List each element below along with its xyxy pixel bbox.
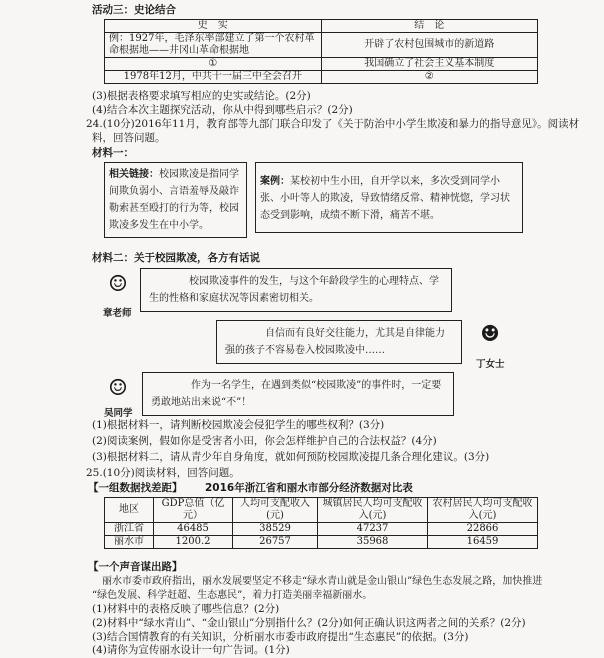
speech-bubble: 自信而有良好交往能力，尤其是自律能力强的孩子不容易卷入校园欺凌中…… (216, 320, 462, 364)
question: (3)根据表格要求填写相应的史实或结论。(2分) (92, 90, 311, 102)
td: 35968 (318, 536, 428, 549)
td: 浙江省 (105, 523, 154, 536)
question: (1)根据材料一，请判断校园欺凌会侵犯学生的哪些权利？(3分) (92, 419, 385, 431)
speech-bubble: 作为一名学生，在遇到类似“校园欺凌”的事件时，一定要勇敢地站出来说“不”！ (142, 372, 454, 416)
question-intro: 料，回答问题。 (92, 132, 166, 144)
economy-table (104, 497, 538, 549)
td: 16459 (428, 536, 538, 549)
td: 1978年12月，中共十一届三中全会召开 (105, 71, 322, 84)
text: 校园欺凌是指同学间欺负弱小、言语羞辱及敲诈勒索甚至殴打的行为等，校园欺凌多发生在中小学。 (109, 169, 239, 231)
activity3-title: 活动三：史论结合 (92, 4, 176, 16)
speech-bubble: 校园欺凌事件的发生，与这个年龄段学生的心理特点、学生的性格和家庭状况等因素密切相关。 (140, 268, 452, 312)
td: 例：1927年，毛泽东率部建立了第一个农村革命根据地——井冈山革命根据地 (105, 33, 322, 58)
question: (4)结合本次主题探究活动，你从中得到哪些启示？(2分) (92, 104, 353, 116)
speaker-name: 章老师 (103, 308, 132, 319)
question-intro: 24.(10分)2016年11月，教育部等九部门联合印发了《关于防治中小学生欺凌和暴力的指导意见》。阅读材 (86, 118, 580, 130)
question: (2)材料中“绿水青山”、“金山银山”分别指什么？(2分)如何正确认识这两者之间的关系？(2分) (92, 617, 526, 629)
td: 丽水市 (105, 536, 154, 549)
td: 47237 (318, 523, 428, 536)
td: 22866 (428, 523, 538, 536)
case-box (255, 162, 523, 233)
question: (3)结合国情教育的有关知识，分析丽水市委市政府提出“生态惠民”的依据。(3分) (92, 631, 469, 643)
question: (4)请你为宣传丽水设计一句广告词。(1分) (92, 644, 290, 656)
material1-title: 材料一： (92, 147, 134, 159)
th: 农村居民人均可支配收入(元) (428, 498, 538, 523)
speaker-name: 丁女士 (476, 359, 505, 370)
student-illustration: ☺ (108, 376, 128, 401)
th: 结 论 (321, 20, 538, 33)
label: 案例： (260, 176, 290, 187)
td: 开辟了农村包围城市的新道路 (321, 33, 538, 58)
td: 38529 (233, 523, 318, 536)
paragraph: “绿色发展、科学赶超、生态惠民”，着力打造美丽幸福新丽水。 (92, 590, 373, 601)
material2-title: 材料二：关于校园欺凌，各方有话说 (92, 252, 260, 264)
teacher-illustration: ☺ (108, 272, 128, 297)
table-title: 2016年浙江省和丽水市部分经济数据对比表 (205, 482, 413, 494)
td: 我国确立了社会主义基本制度 (321, 58, 538, 71)
th: GDP总值（亿元） (154, 498, 233, 523)
woman-illustration: ☻ (480, 322, 500, 347)
question: (3)根据材料二，请从青少年自身角度，就如何预防校园欺凌提几条合理化建议。(3分) (92, 451, 490, 463)
question-intro: 25.(10分)阅读材料，回答问题。 (86, 467, 240, 479)
th: 人均可支配收入(元) (233, 498, 318, 523)
related-link-box (104, 162, 247, 238)
text: 某校初中生小田，自开学以来，多次受到同学小张、小叶等人的欺凌，导致情绪反常、精神恍惚，学习状态受到影响，成绩不断下滑，痛苦不堪。 (260, 176, 510, 221)
paragraph: 丽水市委市政府指出，丽水发展要坚定不移走“绿水青山就是金山银山”绿色生态发展之路，加快推进 (102, 576, 543, 587)
td: 46485 (154, 523, 233, 536)
th: 史 实 (105, 20, 322, 33)
question: (1)材料中的表格反映了哪些信息？(2分) (92, 603, 280, 615)
td: 1200.2 (154, 536, 233, 549)
section-title: 【一组数据找差距】 (88, 482, 183, 494)
td: ① (105, 58, 322, 71)
label: 相关链接： (109, 169, 159, 180)
speaker-name: 吴同学 (104, 408, 133, 419)
th: 城镇居民人均可支配收入(元) (318, 498, 428, 523)
th: 地区 (105, 498, 154, 523)
td: ② (321, 71, 538, 84)
td: 26757 (233, 536, 318, 549)
section-title: 【一个声音谋出路】 (88, 561, 183, 573)
history-table (104, 19, 538, 84)
question: (2)阅读案例，假如你是受害者小田，你会怎样维护自己的合法权益？(4分) (92, 435, 437, 447)
